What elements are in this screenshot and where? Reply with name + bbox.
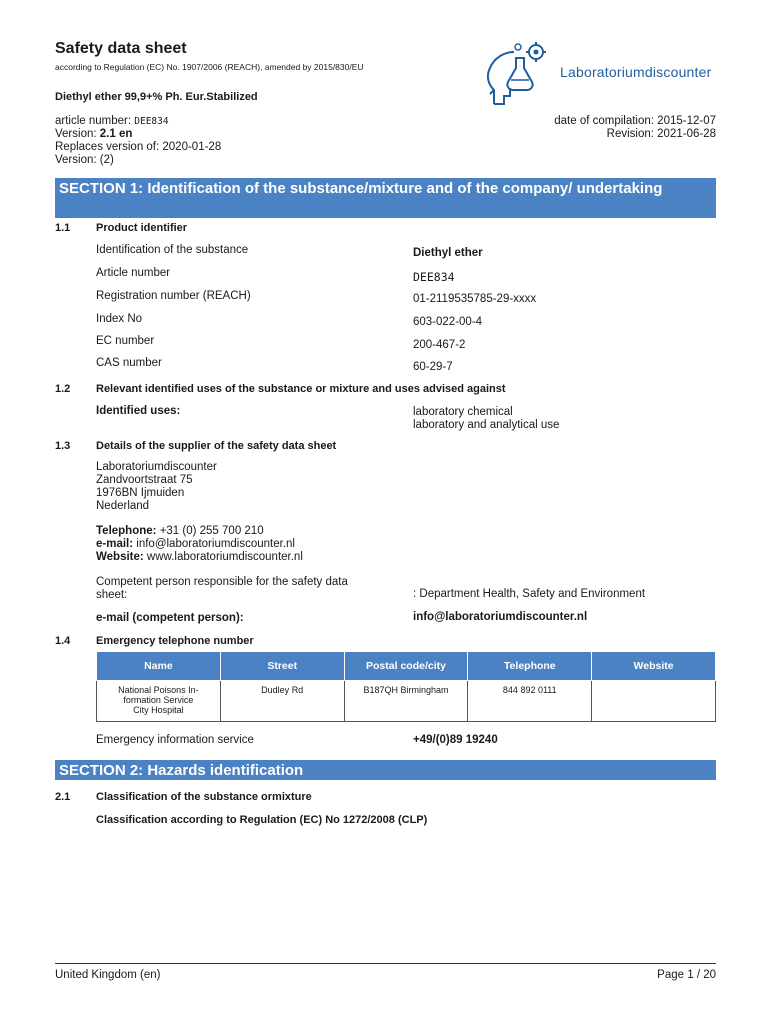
product-name: Diethyl ether 99,9+% Ph. Eur.Stabilized [55,91,258,103]
replaces-version-number: Version: (2) [55,154,114,166]
cas-number-value: 60-29-7 [413,361,453,373]
footer-country: United Kingdom (en) [55,969,161,981]
website-label: Website: [96,551,144,563]
address-line: Nederland [96,500,150,512]
section-1-4-heading: Emergency telephone number [96,635,254,647]
address-line: Laboratoriumdiscounter [96,461,217,473]
section-1-2-number: 1.2 [55,383,71,395]
section-1-header: SECTION 1: Identification of the substance/mixture and of the company/ undertaking [55,178,716,218]
email-label: e-mail: [96,538,134,550]
version: 2.1 en [99,128,133,140]
supplier-contact [96,525,303,564]
name-line-1: National Poisons In- [118,685,199,695]
section-2-1-number: 2.1 [55,791,71,803]
cell-name [97,681,221,722]
article-number: DEE834 [134,116,169,127]
clp-classification-heading: Classification according to Regulation (EC) No 1272/2008 (CLP) [96,814,428,826]
identified-uses-value [413,406,559,432]
revision-date: Revision: 2021-06-28 [606,128,716,140]
section-1-1-heading: Product identifier [96,222,188,234]
regulation-subtitle: according to Regulation (EC) No. 1907/2006 (REACH), amended by 2015/830/EU [55,62,364,72]
identification-label: Identification of the substance [96,244,249,256]
document-meta-left [55,115,221,167]
index-no-label: Index No [96,313,143,325]
section-1-1-number: 1.1 [55,222,71,234]
cell-telephone: 844 892 0111 [468,681,592,722]
table-header-row [97,652,716,681]
emergency-info-value: +49/(0)89 19240 [413,734,498,746]
column-header-telephone: Telephone [468,652,592,681]
column-header-street: Street [220,652,344,681]
section-2-1-heading: Classification of the substance ormixture [96,791,312,803]
email-link[interactable]: info@laboratoriumdiscounter.nl [136,538,295,550]
document-title: Safety data sheet [55,40,187,57]
supplier-address [96,461,217,513]
table-row [97,681,716,722]
column-header-website: Website [592,652,716,681]
ec-number-value: 200-467-2 [413,339,466,351]
use-line-2: laboratory and analytical use [413,419,560,431]
registration-label: Registration number (REACH) [96,290,251,302]
competent-person-label [96,576,348,602]
replaces-version: Replaces version of: 2020-01-28 [55,141,222,153]
registration-value: 01-2119535785-29-xxxx [413,293,537,305]
name-line-3: City Hospital [133,705,184,715]
version-label: Version: [55,128,97,140]
section-1-3-number: 1.3 [55,440,71,452]
identified-uses-label: Identified uses: [96,405,181,417]
address-line: Zandvoortstraat 75 [96,474,193,486]
footer-divider [55,963,716,964]
head-flask-icon [486,38,556,108]
cell-website [592,681,716,722]
column-header-name: Name [97,652,221,681]
section-1-3-heading: Details of the supplier of the safety data sheet [96,440,337,452]
competent-label-line-2: sheet: [96,589,128,601]
article-number-row-value: DEE834 [413,270,455,284]
logo-text: Laboratoriumdiscounter [560,64,712,80]
compilation-date: date of compilation: 2015-12-07 [554,115,716,127]
address-line: 1976BN Ijmuiden [96,487,185,499]
competent-person-value: : Department Health, Safety and Environment [413,588,646,600]
index-no-value: 603-022-00-4 [413,316,483,328]
emergency-info-label: Emergency information service [96,734,254,746]
name-line-2: formation Service [123,695,194,705]
cas-number-label: CAS number [96,357,162,369]
ec-number-label: EC number [96,335,155,347]
company-logo [486,38,726,108]
page-number: Page 1 / 20 [657,969,716,981]
article-number-row-label: Article number [96,267,171,279]
emergency-contacts-table [96,651,716,722]
section-2-header: SECTION 2: Hazards identification [55,760,716,780]
website-link[interactable]: www.laboratoriumdiscounter.nl [146,551,303,563]
competent-email-value[interactable]: info@laboratoriumdiscounter.nl [413,611,588,623]
competent-label-line-1: Competent person responsible for the safety data [96,576,348,588]
competent-email-label: e-mail (competent person): [96,612,244,624]
section-1-2-heading: Relevant identified uses of the substance or mixture and uses advised against [96,383,506,395]
article-number-label: article number: [55,115,132,127]
document-meta-right [554,115,716,141]
telephone-value: +31 (0) 255 700 210 [159,525,264,537]
column-header-postal: Postal code/city [344,652,468,681]
cell-postal: B187QH Birmingham [344,681,468,722]
cell-street: Dudley Rd [220,681,344,722]
identification-value: Diethyl ether [413,247,483,259]
section-1-4-number: 1.4 [55,635,71,647]
telephone-label: Telephone: [96,525,157,537]
use-line-1: laboratory chemical [413,406,513,418]
